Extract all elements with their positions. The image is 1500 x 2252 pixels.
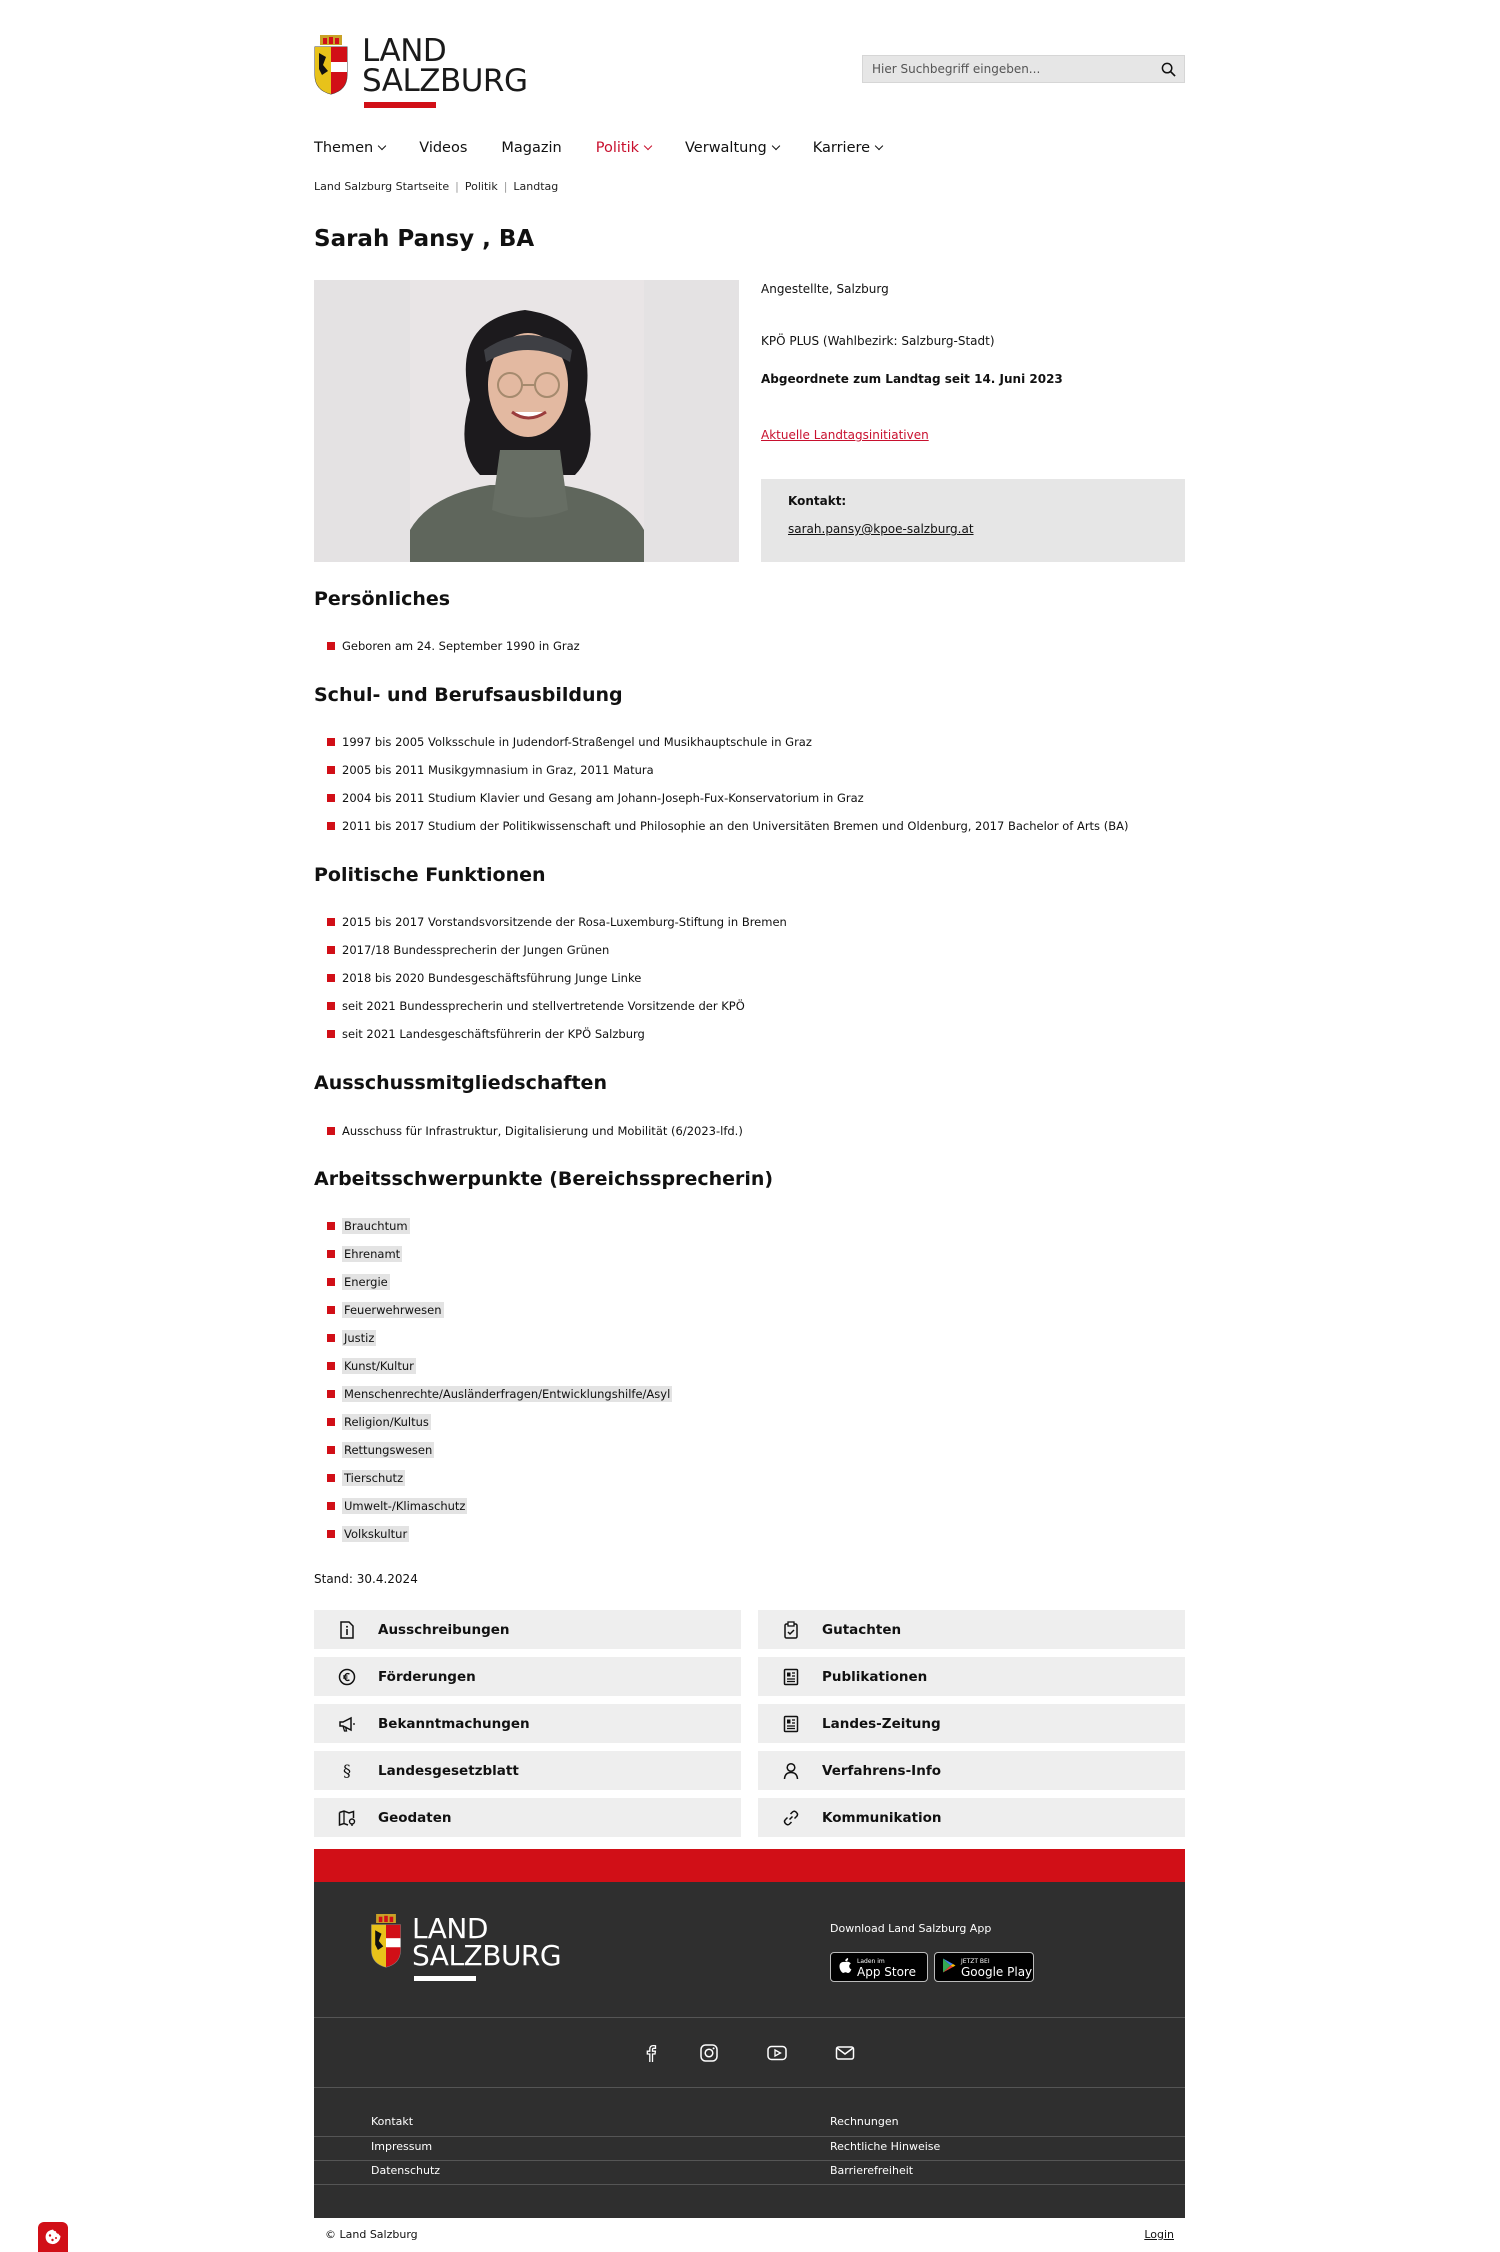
list-item [327, 943, 609, 957]
focus-tag[interactable]: Tierschutz [344, 1471, 404, 1485]
footer-link-impressum[interactable]: Impressum [371, 2140, 433, 2153]
list-item-text: 2017/18 Bundessprecherin der Jungen Grünen [342, 943, 610, 957]
nav-item-karriere[interactable] [813, 136, 882, 160]
list-item-text: 2018 bis 2020 Bundesgeschäftsführung Junge Linke [342, 971, 642, 985]
tile-label: Landes-Zeitung [822, 1715, 941, 1732]
footer-divider [314, 2087, 1185, 2088]
section-heading-committees: Ausschussmitgliedschaften [314, 1072, 607, 1094]
tile-label: Landesgesetzblatt [378, 1762, 519, 1779]
tile-publikationen[interactable] [758, 1657, 1185, 1696]
footer-logo-text-salzburg: SALZBURG [412, 1939, 562, 1972]
tile-gutachten[interactable] [758, 1610, 1185, 1649]
bullet [327, 1530, 335, 1538]
app-store-text [857, 1957, 916, 1977]
list-item-text: 2015 bis 2017 Vorstandsvorsitzende der Rosa-Luxemburg-Stiftung in Bremen [342, 915, 787, 929]
tile-geodaten[interactable] [314, 1798, 741, 1837]
page-title: Sarah Pansy , BA [314, 226, 535, 252]
tile-label: Verfahrens-Info [822, 1762, 941, 1779]
logo-underline [364, 102, 436, 108]
google-play-icon [942, 1958, 956, 1977]
chevron-down-icon [378, 142, 386, 150]
list-item [327, 915, 787, 929]
search-input[interactable] [863, 56, 1143, 82]
bullet [327, 1278, 335, 1286]
focus-tag[interactable]: Volkskultur [344, 1527, 408, 1541]
contact-email-link[interactable]: sarah.pansy@kpoe-salzburg.at [788, 522, 974, 536]
breadcrumb-separator: | [455, 180, 459, 193]
bullet [327, 1362, 335, 1370]
focus-tag-item [327, 1442, 434, 1458]
list-item-text: 1997 bis 2005 Volksschule in Judendorf-Straßengel und Musikhauptschule in Graz [342, 735, 812, 749]
megaphone-icon [337, 1714, 357, 1734]
focus-tag[interactable]: Menschenrechte/Ausländerfragen/Entwicklungshilfe/Asyl [344, 1387, 671, 1401]
bullet [327, 974, 335, 982]
focus-tag-item [327, 1246, 402, 1262]
instagram-icon[interactable] [698, 2042, 720, 2064]
focus-tag-item [327, 1526, 409, 1542]
section-heading-political: Politische Funktionen [314, 864, 546, 886]
list-item-text: 2005 bis 2011 Musikgymnasium in Graz, 2011 Matura [342, 763, 654, 777]
nav-item-magazin[interactable] [501, 136, 561, 160]
nav-label: Politik [595, 140, 640, 156]
focus-tag-item [327, 1358, 416, 1374]
focus-tag-item [327, 1274, 390, 1290]
tile-verfahrens-info[interactable] [758, 1751, 1185, 1790]
land-salzburg-logo[interactable] [314, 32, 528, 108]
footer-divider [314, 2136, 1185, 2137]
google-play-badge[interactable] [934, 1952, 1034, 1982]
map-icon [337, 1808, 357, 1828]
focus-tag[interactable]: Feuerwehrwesen [344, 1303, 442, 1317]
bottom-bar [314, 2218, 1185, 2252]
bullet [327, 1418, 335, 1426]
list-item [327, 763, 654, 777]
tile-landes-zeitung[interactable] [758, 1704, 1185, 1743]
app-store-badge[interactable] [830, 1952, 928, 1982]
tile-label: Kommunikation [822, 1809, 942, 1826]
footer-link-rechnungen[interactable]: Rechnungen [830, 2115, 899, 2128]
cookie-settings-button[interactable] [38, 2222, 68, 2252]
breadcrumb-home[interactable]: Land Salzburg Startseite [314, 180, 450, 193]
document-info-icon [337, 1620, 357, 1640]
focus-tag[interactable]: Energie [344, 1275, 388, 1289]
bullet [327, 1474, 335, 1482]
list-item [327, 971, 641, 985]
google-play-big-text: Google Play [961, 1965, 1033, 1979]
apple-icon [839, 1958, 852, 1977]
portrait-figure [410, 280, 644, 562]
footer-divider [314, 2160, 1185, 2161]
tile-label: Geodaten [378, 1809, 452, 1826]
facebook-icon[interactable] [640, 2042, 662, 2064]
app-store-big-text: App Store [857, 1965, 916, 1979]
footer-logo-underline [414, 1976, 476, 1981]
tile-bekanntmachungen[interactable] [314, 1704, 741, 1743]
tile-landesgesetzblatt[interactable] [314, 1751, 741, 1790]
footer-logo[interactable] [370, 1912, 570, 1982]
copyright: © Land Salzburg [325, 2228, 418, 2241]
nav-item-verwaltung[interactable] [685, 136, 779, 160]
footer-logo-text-land: LAND [412, 1912, 488, 1945]
tile-label: Gutachten [822, 1621, 902, 1638]
nav-item-politik[interactable] [596, 136, 651, 160]
section-heading-focus: Arbeitsschwerpunkte (Bereichssprecherin) [314, 1168, 774, 1190]
footer-link-kontakt[interactable]: Kontakt [371, 2115, 414, 2128]
link-icon [781, 1808, 801, 1828]
nav-label: Videos [419, 140, 468, 156]
bullet [327, 1250, 335, 1258]
bullet [327, 1502, 335, 1510]
focus-tag[interactable]: Justiz [344, 1331, 375, 1345]
tile-label: Publikationen [822, 1668, 928, 1685]
list-item [327, 819, 1128, 833]
focus-tag-item [327, 1330, 376, 1346]
bullet [327, 946, 335, 954]
breadcrumb-politik[interactable]: Politik [464, 180, 498, 193]
logo-text-land: LAND [362, 33, 447, 69]
footer-red-band [314, 1849, 1185, 1882]
focus-tag-item [327, 1386, 672, 1402]
bullet [327, 1002, 335, 1010]
header [314, 30, 1185, 110]
footer [314, 1882, 1185, 2218]
breadcrumb-separator: | [503, 180, 508, 193]
nav-label: Karriere [812, 140, 871, 156]
focus-tag-item [327, 1470, 405, 1486]
section-heading-education: Schul- und Berufsausbildung [314, 684, 623, 706]
focus-tag[interactable]: Rettungswesen [344, 1443, 433, 1457]
chevron-down-icon [875, 142, 883, 150]
portrait-photo [314, 280, 739, 562]
list-item [327, 735, 812, 749]
bullet [327, 642, 335, 650]
focus-tag[interactable]: Ehrenamt [344, 1247, 401, 1261]
nav-item-themen[interactable] [314, 136, 385, 160]
search-icon[interactable] [1161, 62, 1176, 77]
contact-label: Kontakt: [788, 494, 847, 508]
section-heading-personal: Persönliches [314, 588, 451, 610]
search-box [862, 55, 1185, 83]
list-item [327, 639, 580, 653]
occupation: Angestellte, Salzburg [761, 282, 889, 296]
bullet [327, 794, 335, 802]
google-play-text [961, 1957, 1032, 1977]
list-item-text: 2004 bis 2011 Studium Klavier und Gesang am Johann-Joseph-Fux-Konservatorium in Graz [342, 791, 864, 805]
tile-label: Ausschreibungen [378, 1621, 510, 1638]
app-download-label: Download Land Salzburg App [830, 1922, 992, 1935]
nav-label: Verwaltung [685, 140, 767, 156]
coat-of-arms-icon [314, 35, 348, 95]
list-item [327, 1027, 645, 1041]
bullet [327, 1030, 335, 1038]
bullet [327, 1306, 335, 1314]
clipboard-icon [781, 1620, 801, 1640]
chevron-down-icon [771, 142, 779, 150]
main-navigation [314, 136, 1185, 160]
mail-icon[interactable] [834, 2042, 856, 2064]
cookie-icon [44, 2228, 62, 2246]
footer-divider [314, 2017, 1185, 2018]
focus-tag-item [327, 1498, 467, 1514]
footer-link-barrierefreiheit[interactable]: Barrierefreiheit [830, 2164, 914, 2177]
last-updated: Stand: 30.4.2024 [314, 1572, 418, 1586]
breadcrumb [314, 180, 1185, 193]
contact-box [761, 479, 1185, 562]
tile-foerderungen[interactable] [314, 1657, 741, 1696]
list-item [327, 791, 864, 805]
bullet [327, 738, 335, 746]
tile-kommunikation[interactable] [758, 1798, 1185, 1837]
footer-link-rechtliche-hinweise[interactable]: Rechtliche Hinweise [830, 2140, 941, 2153]
bullet [327, 1222, 335, 1230]
list-item-text: Ausschuss für Infrastruktur, Digitalisierung und Mobilität (6/2023-lfd.) [342, 1124, 743, 1138]
focus-tag-item [327, 1302, 444, 1318]
nav-label: Themen [314, 140, 374, 156]
bullet [327, 766, 335, 774]
list-item [327, 1124, 743, 1138]
footer-link-datenschutz[interactable]: Datenschutz [371, 2164, 441, 2177]
euro-icon [337, 1667, 357, 1687]
tile-label: Bekanntmachungen [378, 1715, 530, 1732]
person-icon [781, 1761, 801, 1781]
bullet [327, 1127, 335, 1135]
logo-text-salzburg: SALZBURG [362, 63, 528, 99]
party: KPÖ PLUS (Wahlbezirk: Salzburg-Stadt) [761, 334, 995, 348]
focus-tag-item [327, 1218, 410, 1234]
nav-label: Magazin [501, 140, 562, 156]
focus-tag-item [327, 1414, 431, 1430]
bullet [327, 822, 335, 830]
initiatives-link[interactable]: Aktuelle Landtagsinitiativen [761, 428, 929, 442]
tile-ausschreibungen[interactable] [314, 1610, 741, 1649]
focus-tag[interactable]: Brauchtum [344, 1219, 408, 1233]
app-store-small-text: Laden im [857, 1958, 885, 1965]
list-item [327, 999, 745, 1013]
bullet [327, 1334, 335, 1342]
paragraph-icon: § [343, 1761, 351, 1780]
member-since: Abgeordnete zum Landtag seit 14. Juni 2023 [761, 372, 1063, 386]
list-item-text: seit 2021 Bundessprecherin und stellvertretende Vorsitzende der KPÖ [342, 999, 745, 1013]
nav-item-videos[interactable] [419, 136, 467, 160]
bullet [327, 918, 335, 926]
youtube-icon[interactable] [766, 2042, 788, 2064]
login-link[interactable]: Login [1144, 2228, 1174, 2241]
list-item-text: Geboren am 24. September 1990 in Graz [342, 639, 580, 653]
newspaper-icon [781, 1714, 801, 1734]
footer-divider [314, 2184, 1185, 2185]
focus-tag[interactable]: Umwelt-/Klimaschutz [344, 1499, 466, 1513]
list-item-text: 2011 bis 2017 Studium der Politikwissenschaft und Philosophie an den Universitäten Bremen und Oldenburg, 2017 Bachelor of Arts (BA) [342, 819, 1129, 833]
bullet [327, 1390, 335, 1398]
coat-of-arms-icon [370, 1914, 402, 1968]
bullet [327, 1446, 335, 1454]
list-item-text: seit 2021 Landesgeschäftsführerin der KPÖ Salzburg [342, 1027, 645, 1041]
google-play-small-text: JETZT BEI [961, 1958, 990, 1965]
tile-label: Förderungen [378, 1668, 476, 1685]
focus-tag[interactable]: Kunst/Kultur [344, 1359, 414, 1373]
breadcrumb-landtag[interactable]: Landtag [513, 180, 559, 193]
chevron-down-icon [644, 142, 652, 150]
focus-tag[interactable]: Religion/Kultus [344, 1415, 429, 1429]
newspaper-icon [781, 1667, 801, 1687]
